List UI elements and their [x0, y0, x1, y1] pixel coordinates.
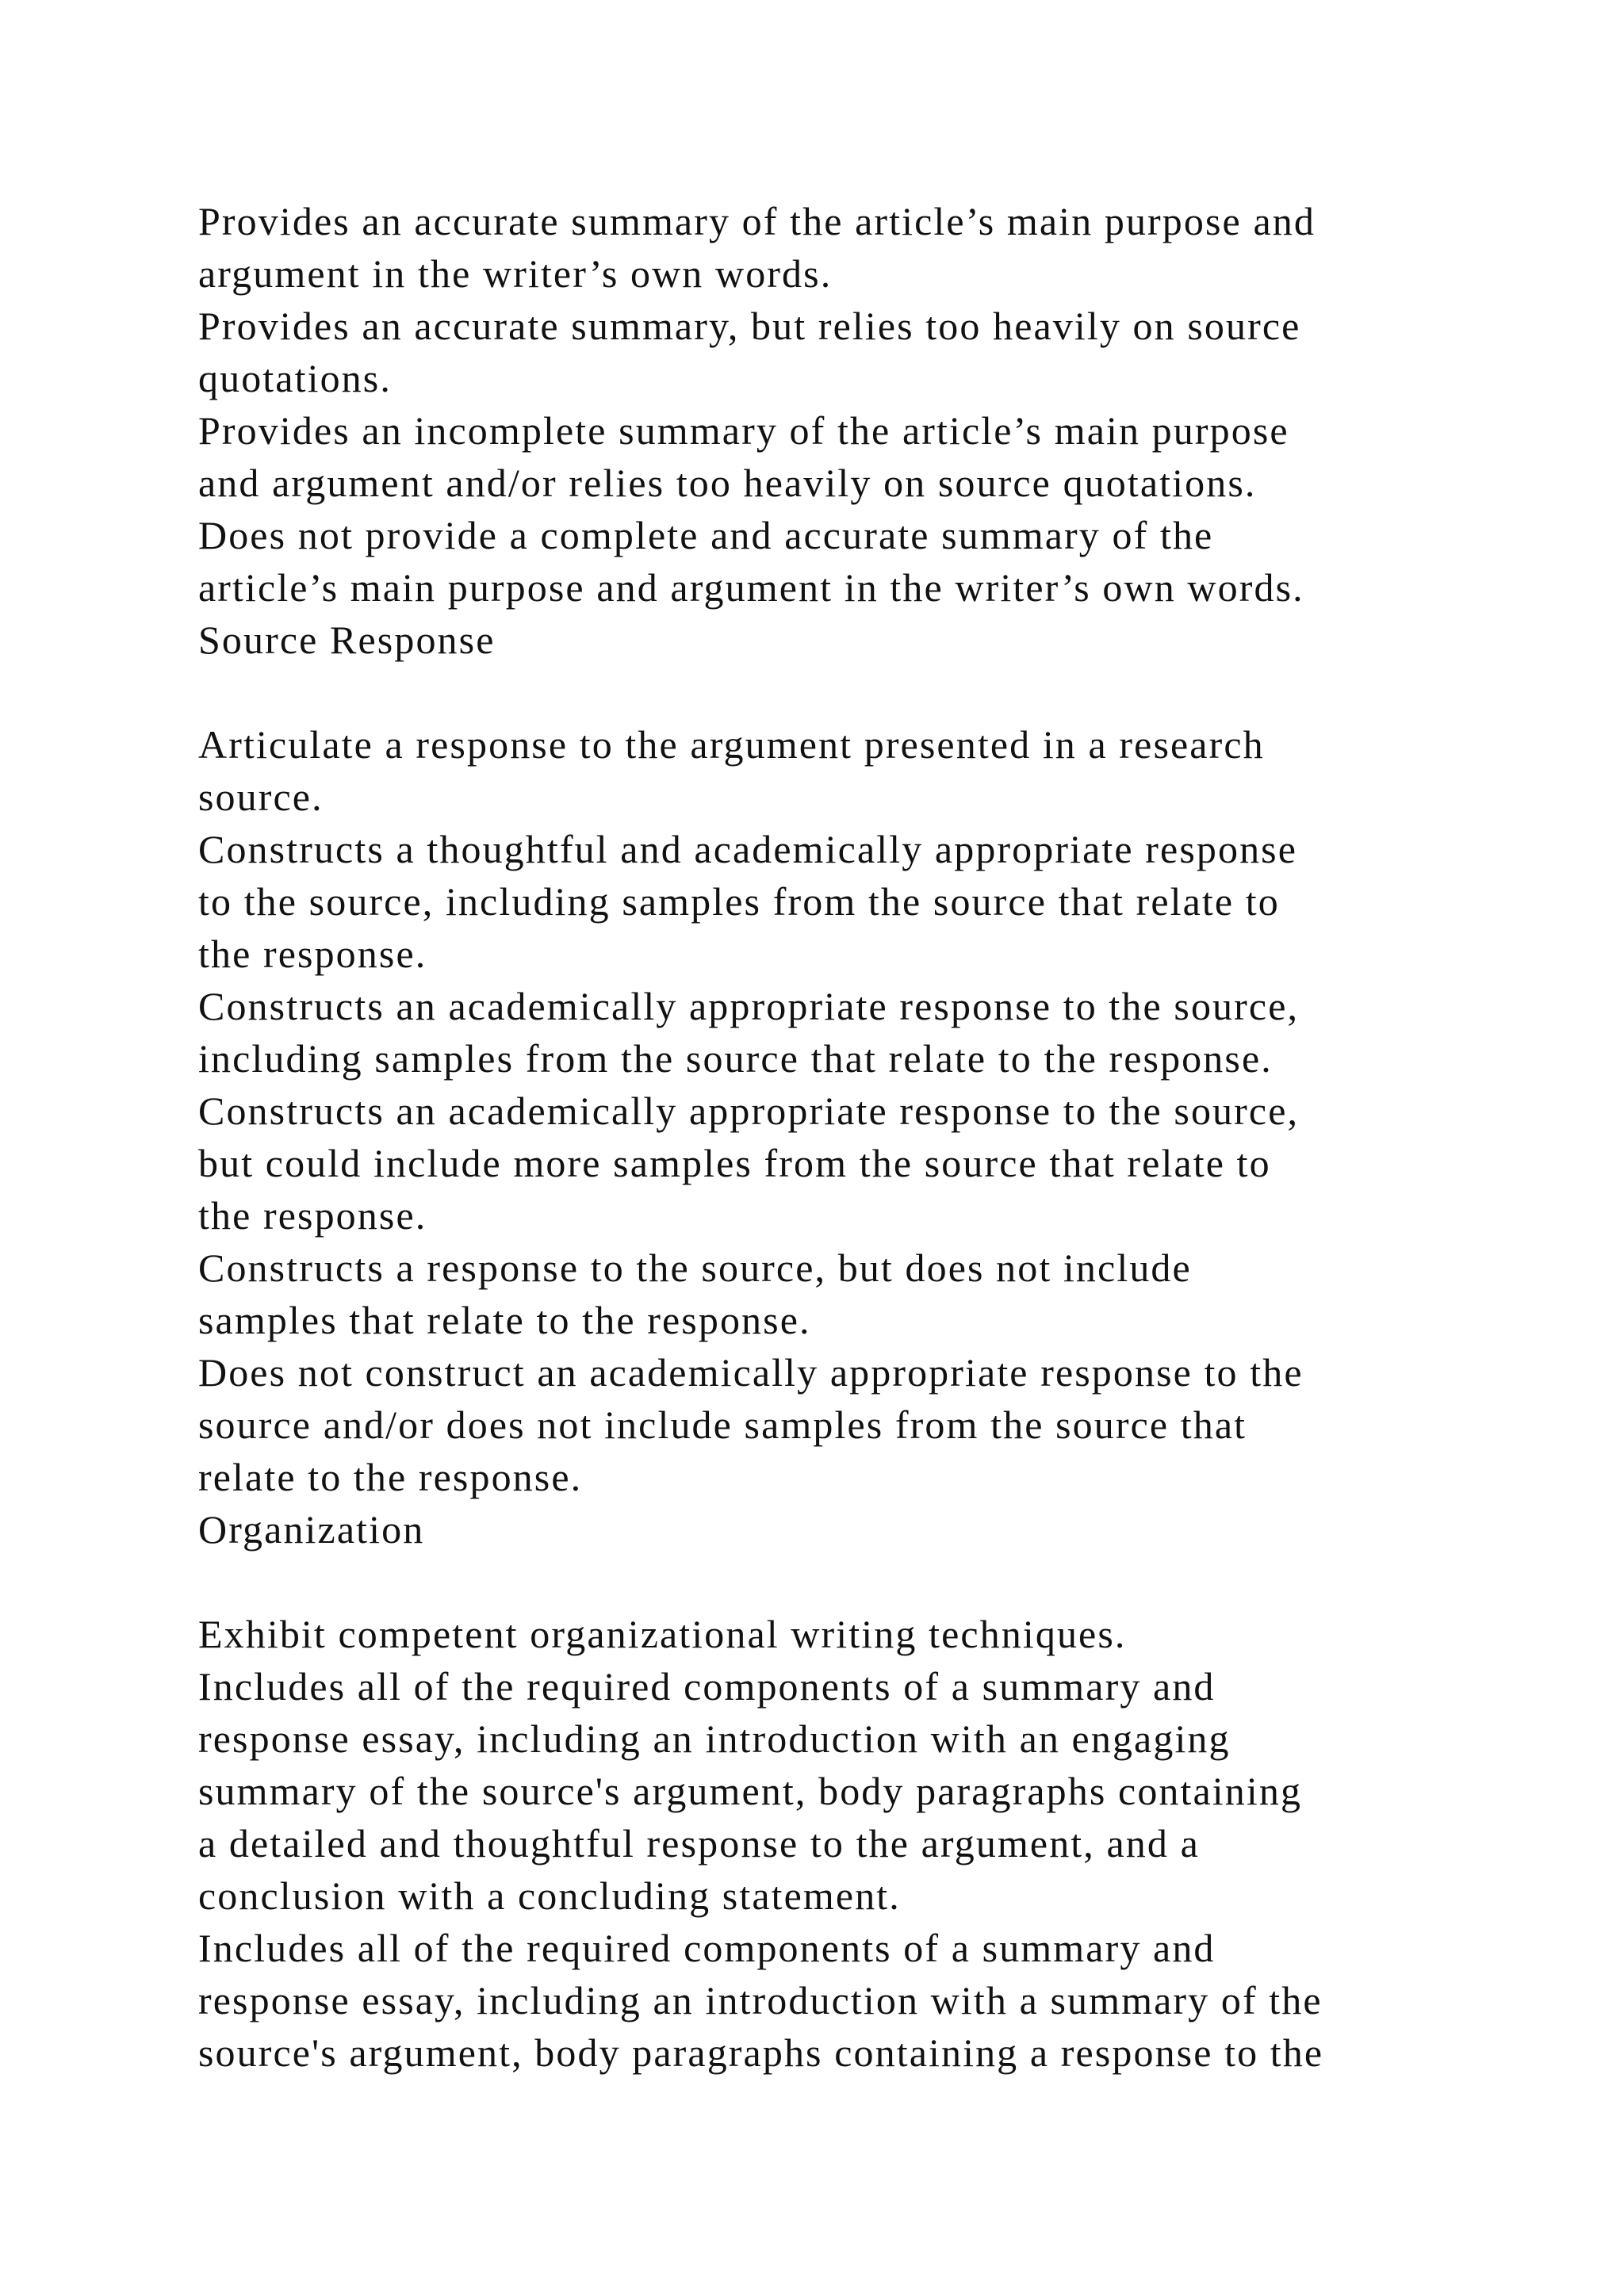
text-line: to the source, including samples from the source that relate to [198, 879, 1280, 924]
text-line: source. [198, 775, 324, 819]
text-line: Constructs a response to the source, but does not include [198, 1246, 1192, 1290]
text-line: Articulate a response to the argument presented in a research [198, 722, 1265, 767]
text-line: Does not provide a complete and accurate summary of the [198, 513, 1214, 557]
rubric-text-block [198, 195, 1499, 2079]
text-line: a detailed and thoughtful response to the argument, and a [198, 1821, 1200, 1866]
text-line: the response. [198, 1193, 427, 1238]
text-line: summary of the source's argument, body paragraphs containing [198, 1769, 1303, 1813]
text-line: the response. [198, 932, 427, 976]
text-line: and argument and/or relies too heavily on source quotations. [198, 461, 1257, 505]
text-line: response essay, including an introduction with an engaging [198, 1716, 1231, 1761]
blank-line [198, 1556, 1499, 1608]
text-line: Constructs an academically appropriate response to the source, [198, 1089, 1300, 1133]
blank-line [198, 666, 1499, 718]
text-line: relate to the response. [198, 1455, 583, 1499]
text-line: Provides an incomplete summary of the article’s main purpose [198, 408, 1289, 453]
text-line: samples that relate to the response. [198, 1298, 811, 1342]
text-line: but could include more samples from the source that relate to [198, 1141, 1271, 1185]
text-line: article’s main purpose and argument in the writer’s own words. [198, 565, 1304, 610]
text-line: source and/or does not include samples from the source that [198, 1402, 1247, 1447]
text-line: Exhibit competent organizational writing techniques. [198, 1612, 1127, 1656]
text-line: response essay, including an introduction with a summary of the [198, 1978, 1323, 2022]
text-line: conclusion with a concluding statement. [198, 1873, 901, 1918]
text-line: Includes all of the required components of a summary and [198, 1664, 1216, 1709]
text-line: argument in the writer’s own words. [198, 251, 833, 296]
text-line: Constructs an academically appropriate response to the source, [198, 984, 1300, 1028]
section-heading-organization: Organization [198, 1507, 425, 1552]
text-line: source's argument, body paragraphs containing a response to the [198, 2030, 1324, 2075]
text-line: including samples from the source that relate to the response. [198, 1036, 1273, 1081]
text-line: Does not construct an academically appropriate response to the [198, 1350, 1304, 1395]
text-line: Provides an accurate summary of the article’s main purpose and [198, 199, 1316, 243]
section-heading-source-response: Source Response [198, 618, 496, 662]
text-line: Provides an accurate summary, but relies too heavily on source [198, 304, 1301, 348]
text-line: Constructs a thoughtful and academically appropriate response [198, 827, 1298, 871]
text-line: Includes all of the required components of a summary and [198, 1926, 1216, 1970]
text-line: quotations. [198, 356, 392, 400]
